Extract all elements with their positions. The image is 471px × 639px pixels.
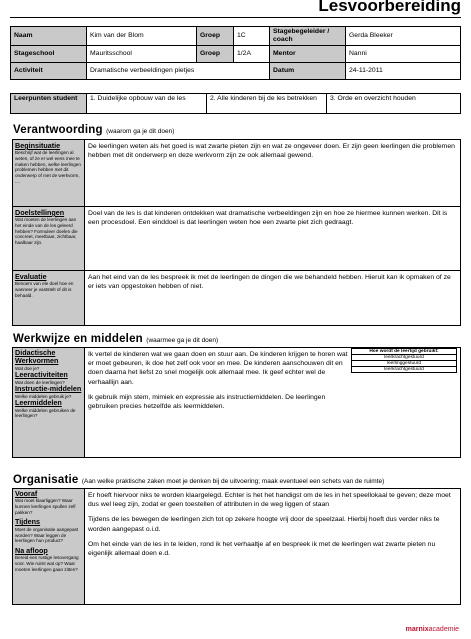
datum-value[interactable]: 24-11-2011 — [346, 62, 461, 79]
coach-label: Stagebegeleider / coach — [270, 27, 346, 46]
organisatie-table — [12, 488, 461, 605]
beginsituatie-cell: Beginsituatie Beschrijf wat de leerlingen al weten, of ze er wel eens mee te maken hebben, welke leerlingen problemen hebben met dit onderwerp of met de werkvorm, .... — [13, 140, 85, 207]
werkwijze-labels: Didactische Werkvormen Wat doe je? Leeractiviteiten Wat doen de leerlingen? Instructie-middelen Welke middelen gebruik je? Leermiddelen Welke middelen gebruiken de leerlingen? — [13, 348, 85, 458]
groep-label: Groep — [197, 27, 234, 46]
organisatie-labels: Vooraf Wat moet klaarliggen? Waar kunnen leerlingen spullen zelf pakken? Tijdens Moet de organisatie aangepast worden? Waar leggen de leerlingen hun product? Na afloop Bereid een rustige lesovergang voor. Wie ruimt wat op? Waar moeten leerlingen gaan zitten? — [13, 489, 85, 605]
naam-value[interactable]: Kim van der Blom — [87, 27, 197, 46]
activiteit-label: Activiteit — [11, 62, 87, 79]
footer-logo: marnixacademie — [405, 626, 459, 633]
organisatie-text[interactable]: Er hoeft hiervoor niks te worden klaargelegd. Echter is het het handigst om de les in het speellokaal te geven; deze moet dus wel leeg zijn, zodat er geen toestellen of attributen in de weg liggen of staan Tijdens de les bewegen de leerlingen zich tot op zekere hoogte vrij door de speelzaal. Hierbij hoeft dus verder niks te worden aangepast o.i.d. Om het einde van de les in te leiden, rond ik het verhaaltje af en bespreek ik met de leerlingen wat zwarte pieten nu eigenlijk allemaal doen e.d. — [85, 489, 461, 605]
school-label: Stageschool — [11, 45, 87, 62]
datum-label: Datum — [270, 62, 346, 79]
page-title: Lesvoorbereiding — [318, 0, 461, 15]
werkwijze-text[interactable]: Ik vertel de kinderen wat we gaan doen en stuur aan. De kinderen krijgen te horen wat er moet gebeuren, ik doe het zelf ook voor en mee. De kinderen aanschouwen dit en doen daarna het liefst zo snel mogelijk ook allemaal mee. Ik geef echter wel de verhaallijn aan. Ik gebruik mijn stem, mimiek en expressie als instructiemiddelen. De leerlingen gebruiken precies hetzelfde als leermiddelen. — [85, 348, 461, 458]
groep2-value[interactable]: 1/2A — [234, 45, 270, 62]
groep2-label: Groep — [197, 45, 234, 62]
goal-item[interactable]: 2. Alle kinderen bij de les betrekken — [207, 94, 327, 114]
goals-table — [10, 93, 461, 114]
goals-label: Leerpunten student — [11, 94, 87, 114]
evaluatie-text[interactable]: Aan het eind van de les bespreek ik met de leerlingen de dingen die we behandeld hebben. Hieruit kan ik opmaken of ze er iets van opgestoken hebben of niet. — [85, 271, 461, 326]
verantwoording-table — [12, 139, 461, 326]
doelstellingen-cell: Doelstellingen Wat moeten de leerlingen aan het einde van de les geleerd hebben? Formuleer doelen die concreet, meetbaar, zichtbaar, haalbaar zijn. — [13, 207, 85, 271]
title-divider — [10, 17, 461, 18]
coach-value[interactable]: Gerda Bleeker — [346, 27, 461, 46]
verantwoording-heading: Verantwoording (waarom ga je dit doen) — [13, 124, 175, 136]
organisatie-heading: Organisatie (Aan welke praktische zaken moet je denken bij de uitvoering; maak eventueel een schets van de ruimte) — [13, 474, 385, 486]
goal-item[interactable]: 1. Duidelijke opbouw van de les — [87, 94, 207, 114]
beginsituatie-text[interactable]: De leerlingen weten als het goed is wat zwarte pieten zijn en wat ze ongeveer doen. Er zijn geen leerlingen die problemen hebben met dit onderwerp en deze werkvorm zijn ze ook allemaal gewend. — [85, 140, 461, 207]
school-value[interactable]: Mauritsschool — [87, 45, 197, 62]
goal-item[interactable]: 3. Orde en overzicht houden — [327, 94, 461, 114]
mentor-label: Mentor — [270, 45, 346, 62]
activiteit-value[interactable]: Dramatische verbeeldingen pietjes — [87, 62, 270, 79]
info-table — [10, 26, 461, 80]
evaluatie-cell: Evaluatie Benoem van ele doel hoe en wanneer je vaststelt of dit is behaald. — [13, 271, 85, 326]
leertijd-box: Hoe wordt de leertijd gebruikt: leerkrachtgestuurd leerlinggestuurd leerkrachtgestuurd — [351, 348, 457, 373]
naam-label: Naam — [11, 27, 87, 46]
mentor-value[interactable]: Nanni — [346, 45, 461, 62]
werkwijze-heading: Werkwijze en middelen (waarmee ga je dit doen) — [13, 333, 219, 345]
doelstellingen-text[interactable]: Doel van de les is dat kinderen ontdekken wat dramatische verbeeldingen zijn en hoe ze hiermee kunnen werken. Dit is een procesdoel. Een einddoel is dat leerlingen weten hoe een zwarte piet zich gedraagt. — [85, 207, 461, 271]
groep-value[interactable]: 1C — [234, 27, 270, 46]
